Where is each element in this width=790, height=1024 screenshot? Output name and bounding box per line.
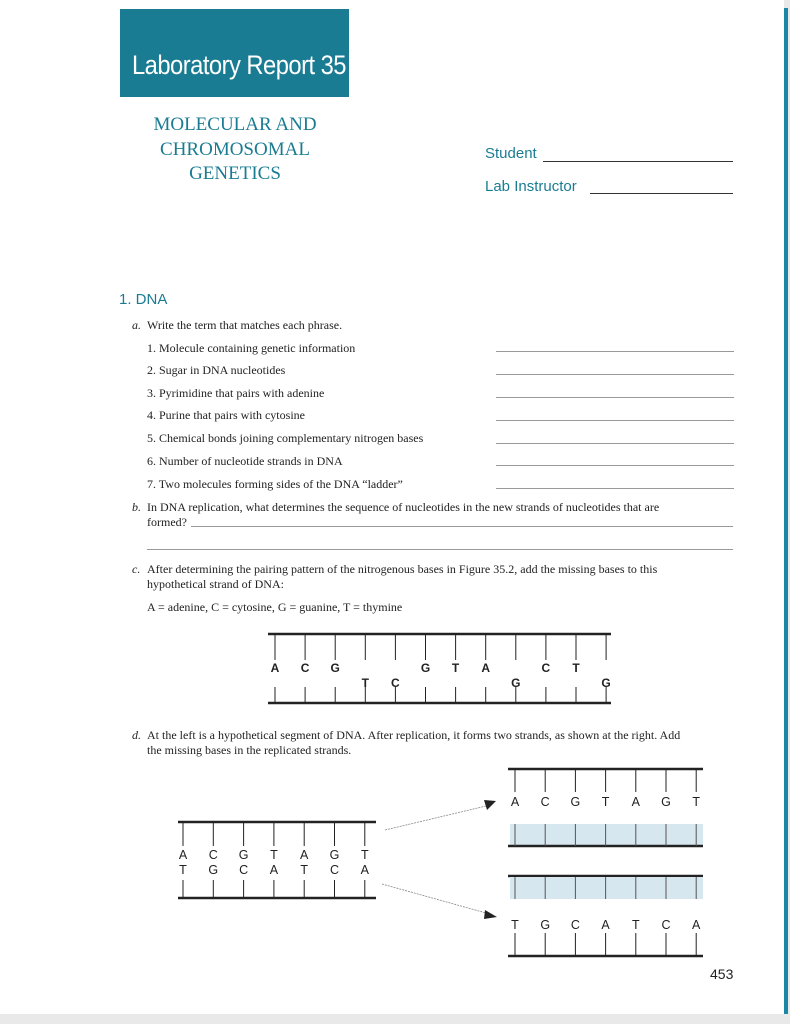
nucleotide-base: G [329, 848, 340, 862]
nucleotide-base: C [391, 676, 400, 690]
nucleotide-base: C [300, 661, 310, 675]
part-b-question: In DNA replication, what determines the sequence of nucleotides in the new strands of nucleotides that are [147, 500, 660, 514]
nucleotide-base: G [570, 795, 581, 809]
matching-item: 6. Number of nucleotide strands in DNA [147, 454, 343, 468]
arrow-line-bottom [382, 884, 486, 913]
report-title: Laboratory Report 35 [132, 50, 346, 80]
student-label: Student [485, 145, 537, 162]
nucleotide-base: C [541, 661, 551, 675]
part-b-question-cont: formed? [147, 515, 187, 529]
instructor-label: Lab Instructor [485, 178, 577, 195]
section-title: 1. DNA [119, 291, 168, 308]
nucleotide-base: A [269, 863, 279, 877]
nucleotide-base: C [208, 848, 218, 862]
base-key: A = adenine, C = cytosine, G = guanine, T = thymine [147, 600, 403, 614]
part-c-label: c. [132, 562, 141, 576]
dna-ladder-c [268, 634, 611, 703]
nucleotide-base: C [661, 918, 671, 932]
nucleotide-base: T [451, 661, 460, 675]
nucleotide-base: G [511, 676, 521, 690]
nucleotide-base: A [360, 863, 369, 877]
part-d-label: d. [132, 728, 141, 742]
page-edge-bar [784, 8, 788, 1014]
nucleotide-base: T [361, 676, 369, 690]
nucleotide-base: C [239, 863, 249, 877]
nucleotide-base: C [329, 863, 340, 877]
nucleotide-base: A [692, 918, 701, 932]
nucleotide-base: A [601, 918, 610, 932]
page-number: 453 [710, 966, 734, 982]
nucleotide-base: A [178, 848, 188, 862]
subtitle-line: CHROMOSOMAL [160, 138, 310, 160]
nucleotide-base: T [360, 848, 369, 862]
subtitle-line: MOLECULAR AND [153, 114, 317, 135]
nucleotide-base: T [300, 863, 309, 877]
nucleotide-base: G [208, 863, 219, 877]
matching-item: 4. Purine that pairs with cytosine [147, 408, 305, 422]
matching-item: 2. Sugar in DNA nucleotides [147, 363, 286, 377]
part-d-instruction-cont: the missing bases in the replicated strands. [147, 743, 352, 757]
nucleotide-base: C [570, 918, 580, 932]
subtitle-line: GENETICS [189, 163, 281, 184]
matching-item: 1. Molecule containing genetic information [147, 341, 356, 355]
nucleotide-base: T [179, 863, 187, 877]
arrowhead-top [484, 800, 496, 810]
new-strand-shade-top [510, 824, 703, 846]
nucleotide-base: G [601, 676, 611, 690]
part-a-label: a. [132, 318, 141, 332]
nucleotide-base: A [510, 795, 520, 809]
nucleotide-base: G [540, 918, 551, 932]
nucleotide-base: A [270, 661, 280, 675]
part-b-label: b. [132, 500, 141, 514]
matching-item: 3. Pyrimidine that pairs with adenine [147, 386, 325, 400]
nucleotide-base: T [601, 795, 610, 809]
nucleotide-base: G [238, 848, 249, 862]
part-c-instruction-cont: hypothetical strand of DNA: [147, 577, 284, 591]
nucleotide-base: T [631, 918, 640, 932]
nucleotide-base: A [300, 848, 309, 862]
matching-item: 7. Two molecules forming sides of the DNA “ladder” [147, 477, 403, 491]
nucleotide-base: A [481, 661, 491, 675]
nucleotide-base: T [511, 918, 519, 932]
new-strand-shade-bottom [510, 877, 703, 899]
arrow-line-top [385, 806, 486, 830]
matching-item: 5. Chemical bonds joining complementary nitrogen bases [147, 431, 424, 445]
nucleotide-base: T [270, 848, 278, 862]
nucleotide-base: A [631, 795, 640, 809]
nucleotide-base: G [330, 661, 340, 675]
nucleotide-base: C [540, 795, 550, 809]
arrowhead-bottom [484, 910, 497, 919]
part-c-instruction: After determining the pairing pattern of the nitrogenous bases in Figure 35.2, add the missing bases to this [147, 562, 658, 576]
part-d-instruction: At the left is a hypothetical segment of DNA. After replication, it forms two strands, as shown at the right. Add [147, 728, 681, 742]
nucleotide-base: G [661, 795, 671, 809]
nucleotide-base: T [572, 661, 580, 675]
nucleotide-base: T [692, 795, 701, 809]
part-a-instruction: Write the term that matches each phrase. [147, 318, 343, 332]
nucleotide-base: G [420, 661, 431, 675]
